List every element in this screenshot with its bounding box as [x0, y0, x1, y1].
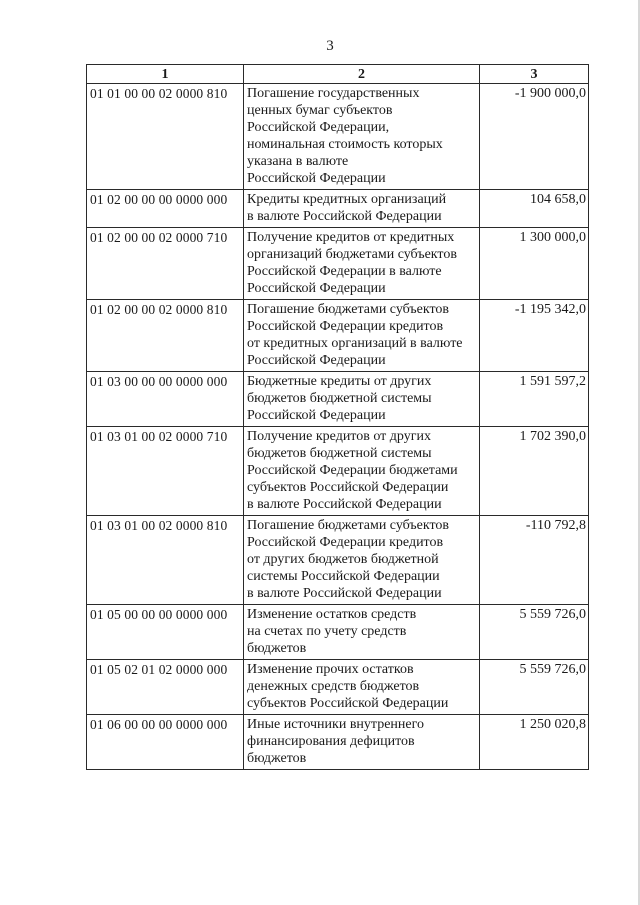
row-amount: 1 300 000,0	[480, 228, 589, 300]
table-row	[87, 300, 589, 372]
column-header-code: 1	[87, 65, 244, 84]
row-name: Иные источники внутреннего финансирования дефицитов бюджетов	[244, 715, 480, 770]
row-code: 01 05 02 01 02 0000 000	[87, 660, 244, 715]
table-row	[87, 427, 589, 516]
budget-sources-table	[86, 64, 589, 770]
row-code: 01 01 00 00 02 0000 810	[87, 84, 244, 190]
column-header-name: 2	[244, 65, 480, 84]
row-amount: 1 702 390,0	[480, 427, 589, 516]
table-row	[87, 715, 589, 770]
row-name: Погашение бюджетами субъектов Российской Федерации кредитов от других бюджетов бюджетной системы Российской Федерации в валюте Российской Федерации	[244, 516, 480, 605]
row-amount: -110 792,8	[480, 516, 589, 605]
row-name: Изменение прочих остатков денежных средств бюджетов субъектов Российской Федерации	[244, 660, 480, 715]
row-amount: -1 900 000,0	[480, 84, 589, 190]
row-name: Получение кредитов от других бюджетов бюджетной системы Российской Федерации бюджетами субъектов Российской Федерации в валюте Российской Федерации	[244, 427, 480, 516]
row-name: Изменение остатков средств на счетах по учету средств бюджетов	[244, 605, 480, 660]
row-amount: 1 250 020,8	[480, 715, 589, 770]
table-row	[87, 84, 589, 190]
row-code: 01 06 00 00 00 0000 000	[87, 715, 244, 770]
row-amount: 5 559 726,0	[480, 605, 589, 660]
column-header-amount: 3	[480, 65, 589, 84]
row-code: 01 03 01 00 02 0000 710	[87, 427, 244, 516]
row-amount: 1 591 597,2	[480, 372, 589, 427]
row-amount: 5 559 726,0	[480, 660, 589, 715]
table-row	[87, 605, 589, 660]
row-name: Бюджетные кредиты от других бюджетов бюджетной системы Российской Федерации	[244, 372, 480, 427]
table-row	[87, 516, 589, 605]
row-code: 01 05 00 00 00 0000 000	[87, 605, 244, 660]
row-code: 01 02 00 00 02 0000 710	[87, 228, 244, 300]
row-code: 01 02 00 00 02 0000 810	[87, 300, 244, 372]
table-row	[87, 190, 589, 228]
table-row	[87, 660, 589, 715]
table-header-row	[87, 65, 589, 84]
row-amount: 104 658,0	[480, 190, 589, 228]
row-code: 01 03 00 00 00 0000 000	[87, 372, 244, 427]
page-number: 3	[326, 38, 334, 54]
row-amount: -1 195 342,0	[480, 300, 589, 372]
row-code: 01 03 01 00 02 0000 810	[87, 516, 244, 605]
table-row	[87, 228, 589, 300]
row-code: 01 02 00 00 00 0000 000	[87, 190, 244, 228]
table-row	[87, 372, 589, 427]
row-name: Кредиты кредитных организаций в валюте Российской Федерации	[244, 190, 480, 228]
row-name: Погашение бюджетами субъектов Российской Федерации кредитов от кредитных организаций в валюте Российской Федерации	[244, 300, 480, 372]
row-name: Получение кредитов от кредитных организаций бюджетами субъектов Российской Федерации в валюте Российской Федерации	[244, 228, 480, 300]
row-name: Погашение государственных ценных бумаг субъектов Российской Федерации, номинальная стоимость которых указана в валюте Российской Федерации	[244, 84, 480, 190]
